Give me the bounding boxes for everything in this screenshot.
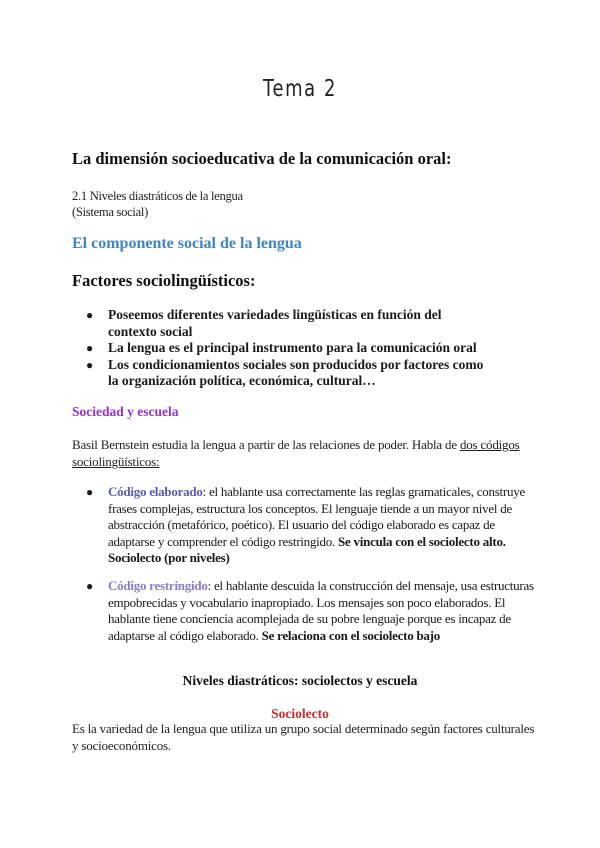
page-title: Tema 2: [263, 76, 337, 102]
sociolect-heading: Sociolecto: [271, 706, 329, 721]
codes-list-2: [72, 578, 542, 644]
subsection-note: (Sistema social): [72, 205, 148, 219]
factors-heading: Factores sociolingüísticos:: [72, 271, 256, 290]
codes-list: [72, 484, 542, 567]
subsection-title: 2.1 Niveles diastráticos de la lengua: [72, 189, 243, 203]
society-school-heading: Sociedad y escuela: [72, 404, 179, 419]
code-term-elaborated: Código elaborado: [108, 484, 203, 499]
sociolect-paragraph: Es la variedad de la lengua que utiliza un grupo social determinado según factores culturales y socioeconómicos.: [72, 721, 535, 753]
bullet-icon: ●: [86, 357, 94, 372]
bullet-icon: ●: [86, 341, 94, 355]
bernstein-paragraph: Basil Bernstein estudia la lengua a partir de las relaciones de poder. Habla de dos códigos sociolingüísticos:: [72, 437, 520, 469]
list-item: ● Poseemos diferentes variedades lingüísticas en función del contexto social: [86, 307, 442, 339]
list-item: ● Código elaborado: el hablante usa correctamente las reglas gramaticales, construye frases complejas, estructura los conceptos. El lenguaje tiende a un mayor nivel de abstracción (metafórico, poético). El usuario del código elaborado es capaz de adaptarse y comprender el código restringido. Se vincula con el sociolecto alto. Sociolecto (por niveles): [86, 484, 526, 566]
list-item: ● Código restringido: el hablante descuida la construcción del mensaje, usa estructuras empobrecidas y vocabulario inapropiado. Los mensajes son poco elaborados. El hablante tiene conciencia acomplejada de su pobre lenguaje porque es incapaz de adaptarse al código elaborado. Se relaciona con el sociolecto bajo: [86, 578, 534, 643]
diastratic-levels-heading: Niveles diastráticos: sociolectos y escuela: [182, 673, 418, 688]
social-component-heading: El componente social de la lengua: [72, 235, 302, 252]
code-term-restricted: Código restringido: [108, 578, 208, 593]
list-item: ● Los condicionamientos sociales son producidos por factores como la organización política, económica, cultural…: [86, 356, 484, 388]
codes-link-text: dos códigos sociolingüísticos:: [72, 437, 520, 469]
bullet-icon: ●: [86, 485, 93, 499]
main-heading: La dimensión socioeducativa de la comunicación oral:: [72, 149, 452, 168]
bullet-icon: ●: [86, 579, 93, 593]
list-item: ● La lengua es el principal instrumento para la comunicación oral: [86, 340, 477, 355]
bullet-icon: ●: [86, 308, 94, 322]
factors-list: [72, 307, 542, 390]
